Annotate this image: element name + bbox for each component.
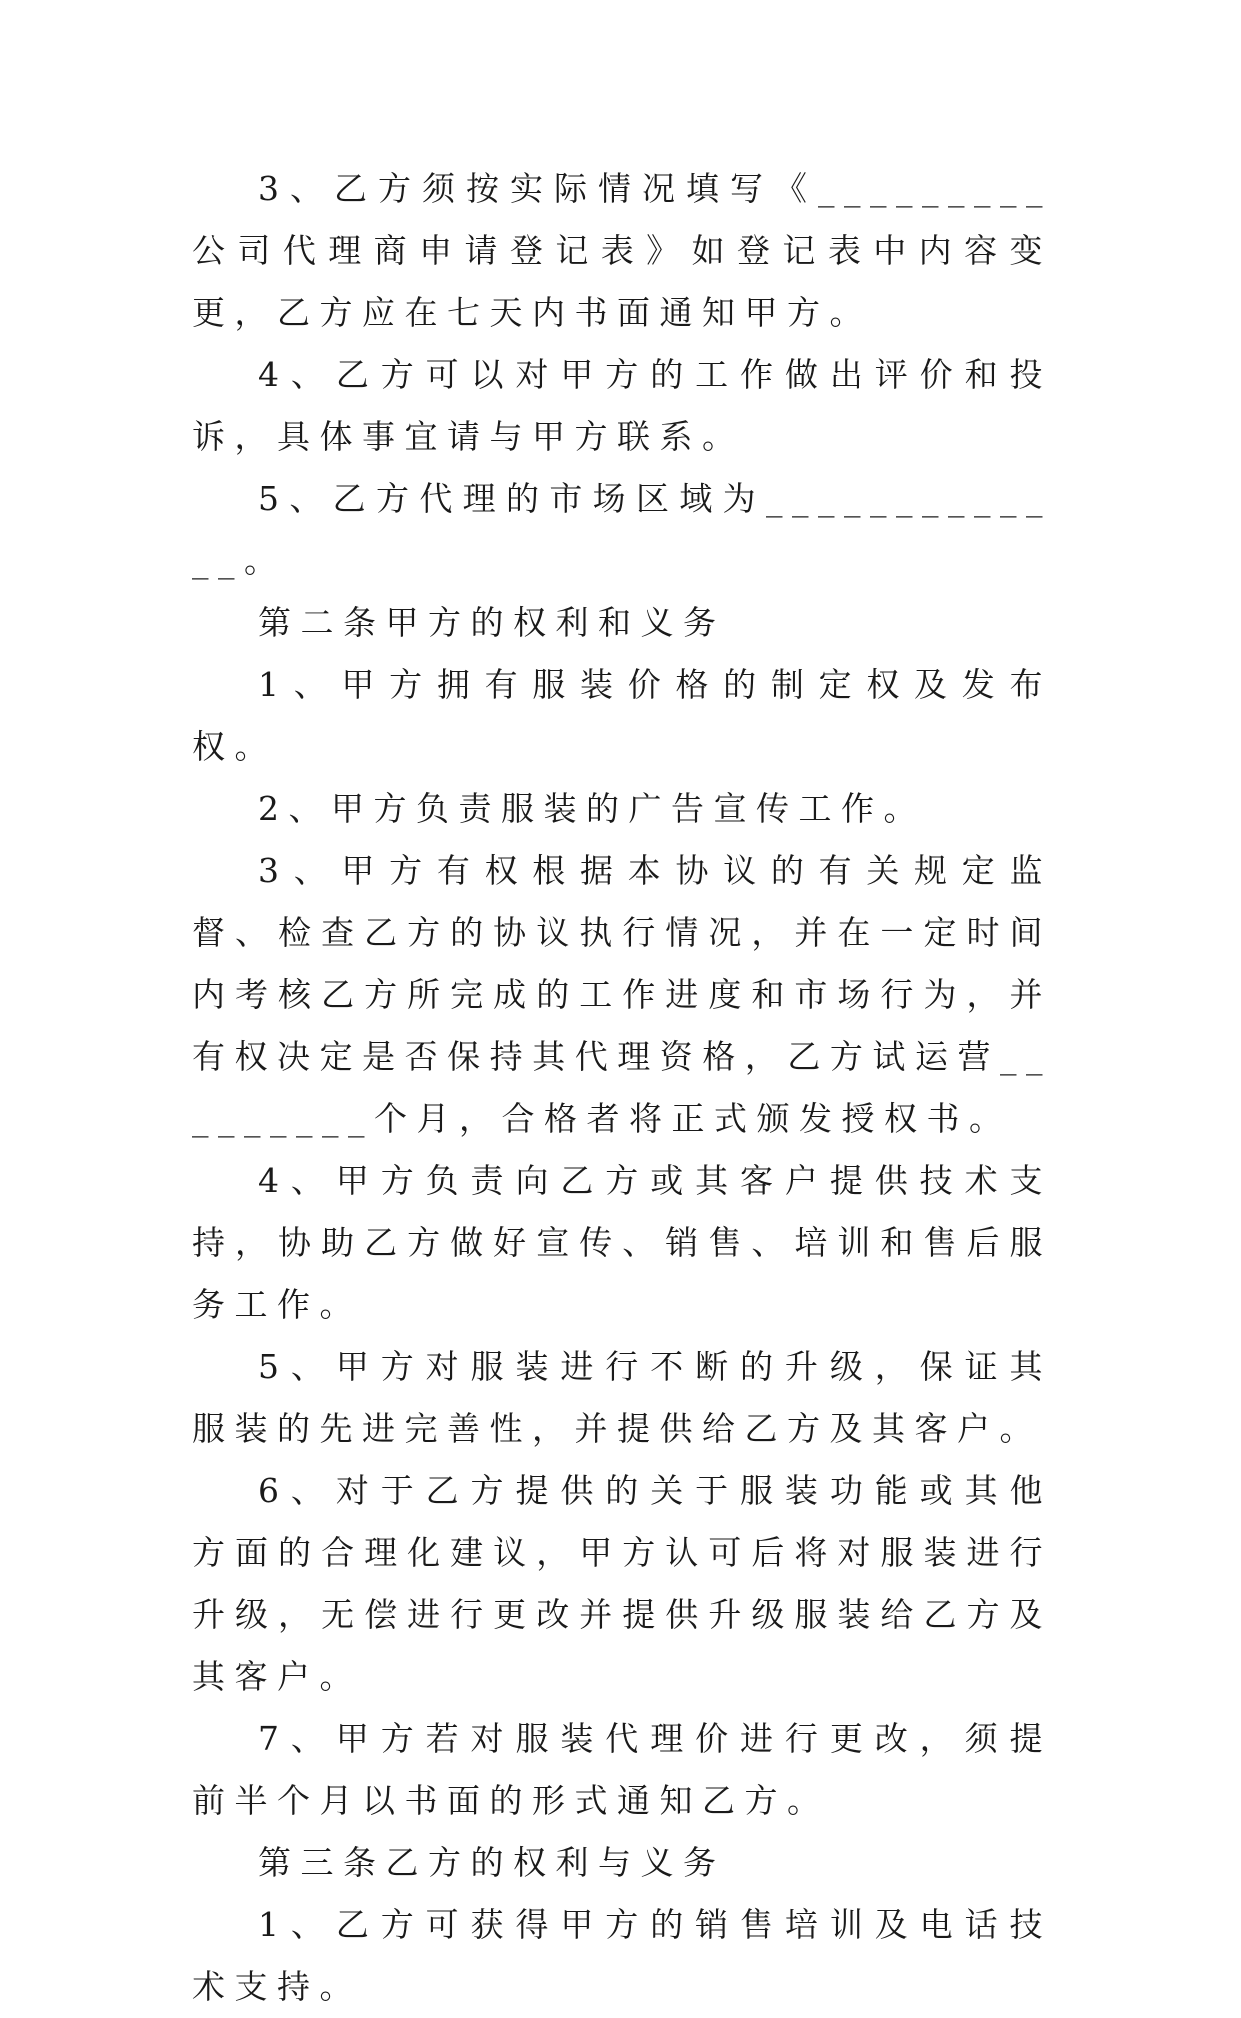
clause-paragraph: 6、对于乙方提供的关于服装功能或其他方面的合理化建议，甲方认可后将对服装进行升级，无偿进行更改并提供升级服装给乙方及其客户。 — [192, 1471, 1052, 1696]
section-heading: 第三条乙方的权利与义务 — [258, 1843, 726, 1882]
clause-paragraph: 5、乙方代理的市场区域为_____________。 — [192, 479, 1052, 580]
clause-paragraph: 1、乙方可获得甲方的销售培训及电话技术支持。 — [192, 1905, 1052, 2006]
clause-paragraph: 1、甲方拥有服装价格的制定权及发布权。 — [192, 665, 1052, 766]
clause-paragraph: 4、甲方负责向乙方或其客户提供技术支持，协助乙方做好宣传、销售、培训和售后服务工作。 — [192, 1161, 1052, 1324]
clause-paragraph: 3、乙方须按实际情况填写《_________公司代理商申请登记表》如登记表中内容变更，乙方应在七天内书面通知甲方。 — [192, 169, 1052, 332]
clause-paragraph: 4、乙方可以对甲方的工作做出评价和投诉，具体事宜请与甲方联系。 — [192, 355, 1052, 456]
section-heading: 第二条甲方的权利和义务 — [258, 603, 726, 642]
clause-paragraph: 7、甲方若对服装代理价进行更改，须提前半个月以书面的形式通知乙方。 — [192, 1719, 1052, 1820]
clause-paragraph: 2、甲方负责服装的广告宣传工作。 — [258, 789, 926, 828]
clause-paragraph: 5、甲方对服装进行不断的升级，保证其服装的先进完善性，并提供给乙方及其客户。 — [192, 1347, 1052, 1448]
clause-paragraph: 3、甲方有权根据本协议的有关规定监督、检查乙方的协议执行情况，并在一定时间内考核乙方所完成的工作进度和市场行为，并有权决定是否保持其代理资格，乙方试运营_________个月，合格者将正式颁发授权书。 — [192, 851, 1052, 1138]
document-body — [192, 158, 1052, 2018]
